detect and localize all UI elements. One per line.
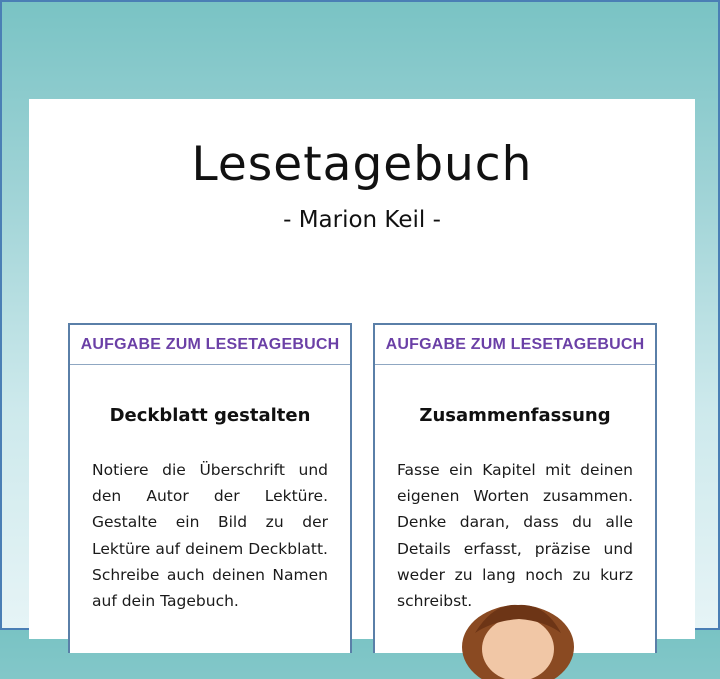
task-card-summary bbox=[373, 323, 657, 653]
task-card-subtitle: Zusammenfassung bbox=[419, 405, 611, 426]
task-card-cover bbox=[68, 323, 352, 653]
document-title: Lesetagebuch bbox=[191, 137, 533, 192]
document-author: - Marion Keil - bbox=[283, 207, 441, 233]
task-card-header: AUFGABE ZUM LESETAGEBUCH bbox=[70, 325, 350, 365]
task-card-text: Fasse ein Kapitel mit deinen eigenen Worten zusammen. Denke daran, dass du alle Details erfasst, präzise und weder zu lang noch zu kurz schreibst. bbox=[397, 461, 633, 611]
task-card-header: AUFGABE ZUM LESETAGEBUCH bbox=[375, 325, 655, 365]
task-card-text: Notiere die Überschrift und den Autor der Lektüre. Gestalte ein Bild zu der Lektüre auf deinem Deckblatt. Schreibe auch deinen Namen auf dein Tagebuch. bbox=[92, 461, 328, 611]
task-card-subtitle: Deckblatt gestalten bbox=[109, 405, 311, 426]
document-page bbox=[29, 99, 695, 639]
child-portrait-image bbox=[453, 599, 583, 679]
